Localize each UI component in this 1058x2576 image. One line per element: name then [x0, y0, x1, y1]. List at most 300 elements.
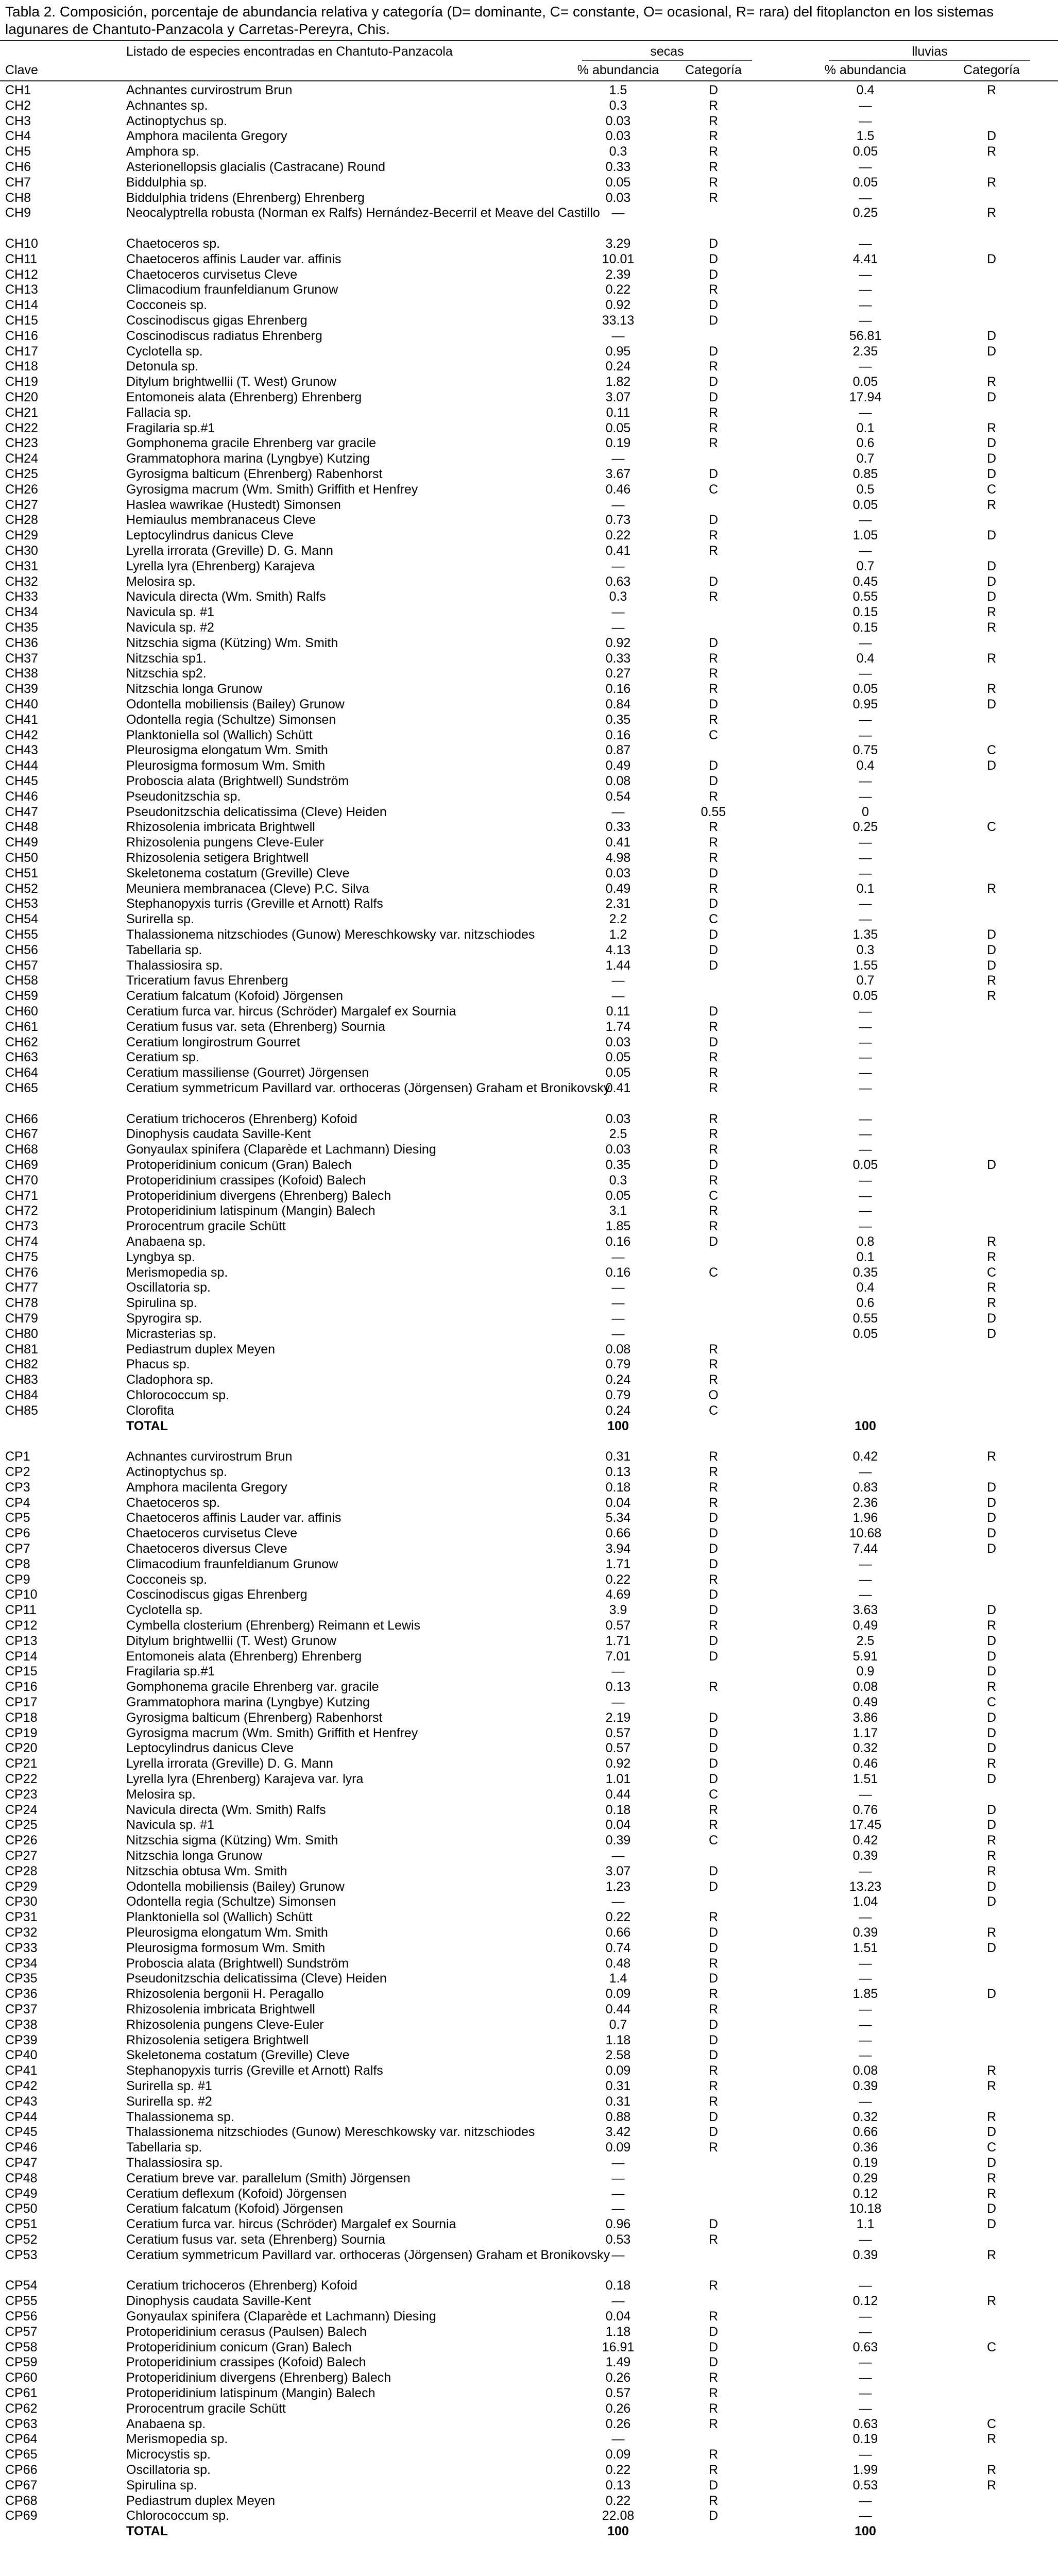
species-code: CP24	[5, 1802, 38, 1817]
species-code: CP57	[5, 2324, 38, 2339]
secas-categoria: R	[708, 144, 719, 159]
table-row	[0, 2432, 1058, 2447]
species-code: CH29	[5, 528, 38, 543]
species-name: Actinoptychus sp.	[126, 1465, 227, 1479]
species-code: CP39	[5, 2032, 38, 2047]
secas-categoria: 0.55	[701, 804, 726, 819]
secas-categoria: R	[708, 1219, 719, 1234]
lluvias-abundancia: 2.5	[856, 1633, 875, 1648]
secas-abundancia: —	[611, 1894, 625, 1909]
lluvias-abundancia: 100	[855, 1418, 876, 1433]
species-code: CH7	[5, 175, 31, 190]
secas-abundancia: 1.4	[609, 1971, 627, 1986]
table-row	[0, 851, 1058, 866]
species-name: Lyrella irrorata (Greville) D. G. Mann	[126, 544, 333, 558]
col-header-listado: Listado de especies encontradas en Chantuto-Panzacola	[126, 44, 453, 59]
species-code: CH34	[5, 605, 38, 620]
secas-categoria: R	[708, 1495, 719, 1510]
table-row	[0, 1234, 1058, 1250]
species-name: Oscillatoria sp.	[126, 1280, 211, 1295]
table-row	[0, 83, 1058, 98]
species-code: CP22	[5, 1772, 38, 1786]
species-code: CP50	[5, 2201, 38, 2216]
table-row	[0, 1173, 1058, 1189]
species-code: CH78	[5, 1296, 38, 1311]
table-row	[0, 2156, 1058, 2171]
lluvias-abundancia: 0.7	[856, 973, 875, 988]
lluvias-categoria: D	[986, 1326, 997, 1341]
species-name: Haslea wawrikae (Hustedt) Simonsen	[126, 497, 341, 512]
species-name: Amphora macilenta Gregory	[126, 1480, 287, 1495]
secas-categoria: D	[708, 467, 719, 481]
species-code: CH19	[5, 375, 38, 389]
species-name: Spirulina sp.	[126, 2478, 197, 2493]
table-row	[0, 728, 1058, 743]
species-name: Proboscia alata (Brightwell) Sundström	[126, 774, 349, 788]
species-name: Grammatophora marina (Lyngbye) Kutzing	[126, 451, 370, 466]
species-name: Achnantes curvirostrum Brun	[126, 1449, 293, 1464]
secas-categoria: D	[708, 942, 719, 957]
secas-abundancia: 0.33	[605, 820, 631, 835]
secas-abundancia: —	[611, 328, 625, 343]
species-name: Protoperidinium divergens (Ehrenberg) Balech	[126, 1188, 391, 1203]
species-code: CP1	[5, 1449, 30, 1464]
lluvias-abundancia: —	[859, 1173, 872, 1188]
col-header-categoria-lluvias: Categoría	[963, 63, 1020, 77]
table-row	[0, 1772, 1058, 1787]
secas-categoria: D	[708, 1004, 719, 1019]
secas-abundancia: 3.67	[605, 467, 631, 481]
species-name: Phacus sp.	[126, 1357, 190, 1372]
lluvias-abundancia: —	[859, 774, 872, 788]
secas-abundancia: 0.92	[605, 298, 631, 313]
lluvias-categoria: R	[986, 144, 997, 159]
table-row	[0, 605, 1058, 620]
table-row	[0, 1695, 1058, 1710]
col-header-lluvias: lluvias	[912, 44, 948, 59]
secas-categoria: R	[708, 789, 719, 804]
table-row	[0, 1035, 1058, 1050]
species-name: Triceratium favus Ehrenberg	[126, 973, 288, 988]
species-name: Fallacia sp.	[126, 405, 192, 420]
lluvias-categoria: R	[986, 1296, 997, 1311]
species-code: CP15	[5, 1664, 38, 1679]
secas-categoria: R	[708, 1802, 719, 1817]
species-code: CP26	[5, 1833, 38, 1848]
secas-categoria: R	[708, 2386, 719, 2400]
secas-abundancia: 0.24	[605, 1403, 631, 1418]
lluvias-abundancia: 0.05	[852, 682, 878, 697]
species-name: Leptocylindrus danicus Cleve	[126, 1741, 294, 1756]
species-code: CH8	[5, 190, 31, 205]
lluvias-abundancia: —	[859, 2094, 872, 2109]
lluvias-abundancia: 0.95	[852, 697, 878, 711]
secas-categoria: R	[708, 2401, 719, 2416]
secas-abundancia: 0.31	[605, 2094, 631, 2109]
species-name: Hemiaulus membranaceus Cleve	[126, 513, 316, 528]
lluvias-abundancia: 0.53	[852, 2478, 878, 2493]
species-name: Proboscia alata (Brightwell) Sundström	[126, 1956, 349, 1971]
secas-categoria: R	[708, 2002, 719, 2016]
secas-abundancia: 1.18	[605, 2324, 631, 2339]
species-name: Ceratium falcatum (Kofoid) Jörgensen	[126, 2201, 344, 2216]
table-row	[0, 559, 1058, 574]
table-row	[0, 1680, 1058, 1695]
table-row	[0, 2494, 1058, 2509]
secas-abundancia: —	[611, 497, 625, 512]
species-name: Climacodium fraunfeldianum Grunow	[126, 1556, 338, 1571]
secas-categoria: D	[708, 1725, 719, 1740]
secas-categoria: O	[708, 1388, 719, 1402]
secas-abundancia: 0.35	[605, 712, 631, 727]
lluvias-categoria: R	[986, 973, 997, 988]
table-row	[0, 175, 1058, 191]
secas-abundancia: 1.85	[605, 1219, 631, 1234]
species-code: CP61	[5, 2386, 38, 2400]
species-code: CH32	[5, 574, 38, 589]
lluvias-abundancia: 0.1	[856, 881, 875, 896]
lluvias-abundancia: —	[859, 1004, 872, 1019]
secas-abundancia: 100	[607, 1418, 629, 1433]
species-name: Rhizosolenia pungens Cleve-Euler	[126, 2017, 324, 2032]
secas-abundancia: 0.08	[605, 774, 631, 788]
table-row	[0, 2140, 1058, 2156]
species-name: Protoperidinium crassipes (Kofoid) Balech	[126, 2355, 366, 2370]
lluvias-categoria: D	[986, 2217, 997, 2232]
table-row	[0, 2509, 1058, 2524]
secas-abundancia: 3.07	[605, 390, 631, 404]
table-row	[0, 329, 1058, 344]
species-code: CH30	[5, 544, 38, 558]
table-row	[0, 2401, 1058, 2417]
secas-categoria: D	[708, 1587, 719, 1602]
lluvias-abundancia: 0.4	[856, 1280, 875, 1295]
secas-categoria: R	[708, 651, 719, 666]
species-name: Chaetoceros affinis Lauder var. affinis	[126, 1511, 342, 1526]
species-name: Ceratium sp.	[126, 1050, 199, 1065]
species-name: Clorofita	[126, 1403, 175, 1418]
species-name: Ceratium massiliense (Gourret) Jörgensen	[126, 1065, 369, 1080]
lluvias-abundancia: 0.85	[852, 467, 878, 481]
secas-abundancia: 0.18	[605, 2278, 631, 2293]
table-row	[0, 896, 1058, 912]
secas-abundancia: 1.5	[609, 83, 627, 97]
lluvias-abundancia: 0.55	[852, 589, 878, 604]
species-name: TOTAL	[126, 2524, 168, 2539]
secas-abundancia: 0.41	[605, 544, 631, 558]
species-name: Asterionellopsis glacialis (Castracane) Round	[126, 160, 386, 174]
species-code: CH73	[5, 1219, 38, 1234]
lluvias-categoria: R	[986, 497, 997, 512]
species-name: Achnantes sp.	[126, 98, 208, 113]
secas-abundancia: 0.54	[605, 789, 631, 804]
lluvias-categoria: D	[986, 1511, 997, 1526]
table-row	[0, 421, 1058, 436]
table-row	[0, 2217, 1058, 2232]
lluvias-abundancia: —	[859, 2493, 872, 2508]
secas-abundancia: 0.18	[605, 1480, 631, 1495]
secas-abundancia: 0.05	[605, 1188, 631, 1203]
table-row	[0, 390, 1058, 405]
table-row	[0, 1250, 1058, 1265]
secas-abundancia: 2.39	[605, 267, 631, 282]
table-row	[0, 1894, 1058, 1910]
lluvias-abundancia: —	[859, 1065, 872, 1080]
lluvias-categoria: D	[986, 1649, 997, 1664]
species-code: CP67	[5, 2478, 38, 2493]
species-code: CH12	[5, 267, 38, 282]
table-row	[0, 513, 1058, 528]
species-name: Neocalyptrella robusta (Norman ex Ralfs) Hernández-Becerril et Meave del Castillo	[126, 206, 600, 221]
lluvias-categoria: D	[986, 558, 997, 573]
table-row	[0, 2048, 1058, 2063]
species-code: CP21	[5, 1756, 38, 1771]
table-row	[0, 1189, 1058, 1204]
secas-categoria: R	[708, 2416, 719, 2431]
species-code: CH42	[5, 727, 38, 742]
lluvias-abundancia: —	[859, 98, 872, 113]
lluvias-abundancia: 0.63	[852, 2340, 878, 2354]
lluvias-categoria: C	[986, 2340, 997, 2354]
lluvias-categoria: D	[986, 129, 997, 144]
secas-categoria: D	[708, 1234, 719, 1249]
species-code: CH59	[5, 989, 38, 1004]
table-row	[0, 1879, 1058, 1895]
table-row	[0, 2370, 1058, 2386]
secas-categoria: D	[708, 896, 719, 911]
species-code: CH64	[5, 1065, 38, 1080]
table-row	[0, 1557, 1058, 1572]
secas-abundancia: 3.94	[605, 1541, 631, 1556]
lluvias-abundancia: 0.4	[856, 758, 875, 773]
species-name: Planktoniella sol (Wallich) Schütt	[126, 727, 313, 742]
species-code: CH3	[5, 113, 31, 128]
secas-categoria: D	[708, 1526, 719, 1541]
lluvias-abundancia: 0.08	[852, 2063, 878, 2078]
secas-categoria: D	[708, 574, 719, 589]
table-row	[0, 1327, 1058, 1342]
secas-categoria: R	[708, 1019, 719, 1034]
species-name: Prorocentrum gracile Schütt	[126, 2401, 286, 2416]
lluvias-categoria: R	[986, 989, 997, 1004]
table-row	[0, 2002, 1058, 2018]
species-name: Coscinodiscus gigas Ehrenberg	[126, 313, 308, 328]
lluvias-abundancia: 0.39	[852, 1925, 878, 1940]
species-code: CH60	[5, 1004, 38, 1019]
lluvias-abundancia: —	[859, 1465, 872, 1479]
table-row	[0, 467, 1058, 482]
species-name: Prorocentrum gracile Schütt	[126, 1219, 286, 1234]
table-row	[0, 1480, 1058, 1496]
species-code: CP64	[5, 2432, 38, 2447]
lluvias-abundancia: —	[859, 912, 872, 927]
species-code: CH14	[5, 298, 38, 313]
table-row	[0, 589, 1058, 605]
table-row	[0, 1803, 1058, 1818]
secas-abundancia: 0.13	[605, 2478, 631, 2493]
species-code: CH9	[5, 206, 31, 221]
table-row	[0, 1971, 1058, 1987]
lluvias-abundancia: —	[859, 1956, 872, 1971]
lluvias-abundancia: 1.17	[852, 1725, 878, 1740]
table-row	[0, 1081, 1058, 1112]
species-code: CH76	[5, 1265, 38, 1280]
lluvias-abundancia: 1.51	[852, 1772, 878, 1786]
secas-categoria: R	[708, 820, 719, 835]
lluvias-abundancia: 17.94	[849, 390, 882, 404]
secas-categoria: R	[708, 1618, 719, 1633]
table-row	[0, 1004, 1058, 1020]
table-row	[0, 1649, 1058, 1665]
secas-abundancia: 0.22	[605, 1572, 631, 1587]
species-code: CH1	[5, 83, 31, 97]
table-row	[0, 236, 1058, 252]
species-code: CH39	[5, 682, 38, 697]
lluvias-abundancia: 0.4	[856, 651, 875, 666]
table-row	[0, 820, 1058, 835]
lluvias-categoria: D	[986, 1879, 997, 1894]
secas-abundancia: 0.03	[605, 1142, 631, 1157]
secas-categoria: D	[708, 2217, 719, 2232]
col-header-secas: secas	[650, 44, 684, 59]
lluvias-abundancia: 0.6	[856, 1296, 875, 1311]
total-row	[0, 1419, 1058, 1434]
species-name: Lyrella irrorata (Greville) D. G. Mann	[126, 1756, 333, 1771]
secas-categoria: C	[708, 482, 719, 497]
species-code: CP29	[5, 1879, 38, 1894]
species-name: Protoperidinium latispinum (Mangin) Balech	[126, 1204, 376, 1218]
lluvias-abundancia: —	[859, 866, 872, 880]
secas-abundancia: 3.07	[605, 1863, 631, 1878]
lluvias-categoria: C	[986, 743, 997, 758]
secas-categoria: R	[708, 2232, 719, 2247]
secas-abundancia: —	[611, 2294, 625, 2309]
lluvias-abundancia: 0.39	[852, 1849, 878, 1863]
species-name: Amphora macilenta Gregory	[126, 129, 287, 144]
table-row	[0, 1112, 1058, 1127]
lluvias-abundancia: 0.7	[856, 558, 875, 573]
species-name: Fragilaria sp.#1	[126, 420, 215, 435]
table-row	[0, 958, 1058, 974]
secas-abundancia: 0.57	[605, 2386, 631, 2400]
species-code: CH83	[5, 1372, 38, 1387]
secas-abundancia: 0.57	[605, 1741, 631, 1756]
secas-categoria: R	[708, 1910, 719, 1925]
table-row	[0, 1818, 1058, 1833]
secas-categoria: R	[708, 2447, 719, 2462]
table-row	[0, 1065, 1058, 1081]
species-name: Rhizosolenia pungens Cleve-Euler	[126, 835, 324, 850]
lluvias-abundancia: 0.5	[856, 482, 875, 497]
table-row	[0, 2018, 1058, 2033]
lluvias-categoria: D	[986, 1311, 997, 1326]
species-code: CP27	[5, 1849, 38, 1863]
secas-abundancia: 0.49	[605, 881, 631, 896]
species-name: Actinoptychus sp.	[126, 113, 227, 128]
species-code: CP40	[5, 2048, 38, 2063]
lluvias-abundancia: —	[859, 789, 872, 804]
lluvias-abundancia: 0.9	[856, 1664, 875, 1679]
lluvias-categoria: D	[986, 1802, 997, 1817]
secas-categoria: D	[708, 1556, 719, 1571]
secas-categoria: R	[708, 1342, 719, 1357]
species-name: Pleurosigma formosum Wm. Smith	[126, 1940, 326, 1955]
secas-categoria: D	[708, 1940, 719, 1955]
secas-categoria: R	[708, 1111, 719, 1126]
lluvias-abundancia: —	[859, 1019, 872, 1034]
species-code: CH33	[5, 589, 38, 604]
lluvias-abundancia: 1.5	[856, 129, 875, 144]
table-row	[0, 1465, 1058, 1480]
species-name: Rhizosolenia setigera Brightwell	[126, 851, 309, 865]
table-row	[0, 206, 1058, 236]
secas-abundancia: 0.35	[605, 1158, 631, 1172]
species-code: CH52	[5, 881, 38, 896]
secas-categoria: R	[708, 851, 719, 865]
species-code: CH4	[5, 129, 31, 144]
secas-categoria: D	[708, 697, 719, 711]
table-row	[0, 2125, 1058, 2140]
secas-abundancia: 2.2	[609, 912, 627, 927]
lluvias-categoria: R	[986, 1756, 997, 1771]
table-row	[0, 927, 1058, 943]
lluvias-abundancia: 0.25	[852, 206, 878, 221]
species-name: Entomoneis alata (Ehrenberg) Ehrenberg	[126, 390, 362, 404]
species-code: CH20	[5, 390, 38, 404]
species-code: CP55	[5, 2294, 38, 2309]
species-name: Cladophora sp.	[126, 1372, 214, 1387]
secas-abundancia: —	[611, 2156, 625, 2170]
table-row	[0, 1603, 1058, 1618]
secas-abundancia: 7.01	[605, 1649, 631, 1664]
species-name: Ceratium trichoceros (Ehrenberg) Kofoid	[126, 1111, 357, 1126]
secas-categoria: R	[708, 1173, 719, 1188]
species-code: CP56	[5, 2309, 38, 2324]
lluvias-categoria: R	[986, 420, 997, 435]
secas-abundancia: 0.79	[605, 1388, 631, 1402]
species-code: CP8	[5, 1556, 30, 1571]
species-name: Grammatophora marina (Lyngbye) Kutzing	[126, 1695, 370, 1709]
table-row	[0, 1204, 1058, 1219]
table-row	[0, 713, 1058, 728]
secas-abundancia: 0.13	[605, 1680, 631, 1694]
secas-abundancia: 4.98	[605, 851, 631, 865]
table-row	[0, 1357, 1058, 1372]
species-code: CP6	[5, 1526, 30, 1541]
lluvias-abundancia: —	[859, 1219, 872, 1234]
lluvias-abundancia: 0.7	[856, 451, 875, 466]
lluvias-categoria: D	[986, 1987, 997, 2002]
secas-abundancia: 33.13	[602, 313, 635, 328]
species-name: Pleurosigma formosum Wm. Smith	[126, 758, 326, 773]
secas-categoria: R	[708, 2140, 719, 2155]
secas-abundancia: 0.09	[605, 2140, 631, 2155]
species-code: CP69	[5, 2509, 38, 2523]
secas-abundancia: 0.03	[605, 113, 631, 128]
species-name: Cyclotella sp.	[126, 1603, 203, 1618]
table-row	[0, 2417, 1058, 2432]
species-name: Nitzschia sigma (Kützing) Wm. Smith	[126, 635, 338, 650]
species-name: Pseudonitzschia sp.	[126, 789, 241, 804]
table-row	[0, 2278, 1058, 2294]
lluvias-abundancia: 0.1	[856, 420, 875, 435]
secas-abundancia: 0.95	[605, 344, 631, 359]
secas-categoria: R	[708, 1449, 719, 1464]
lluvias-abundancia: —	[859, 1050, 872, 1065]
species-code: CH63	[5, 1050, 38, 1065]
secas-abundancia: 3.1	[609, 1204, 627, 1218]
secas-abundancia: 0.87	[605, 743, 631, 758]
